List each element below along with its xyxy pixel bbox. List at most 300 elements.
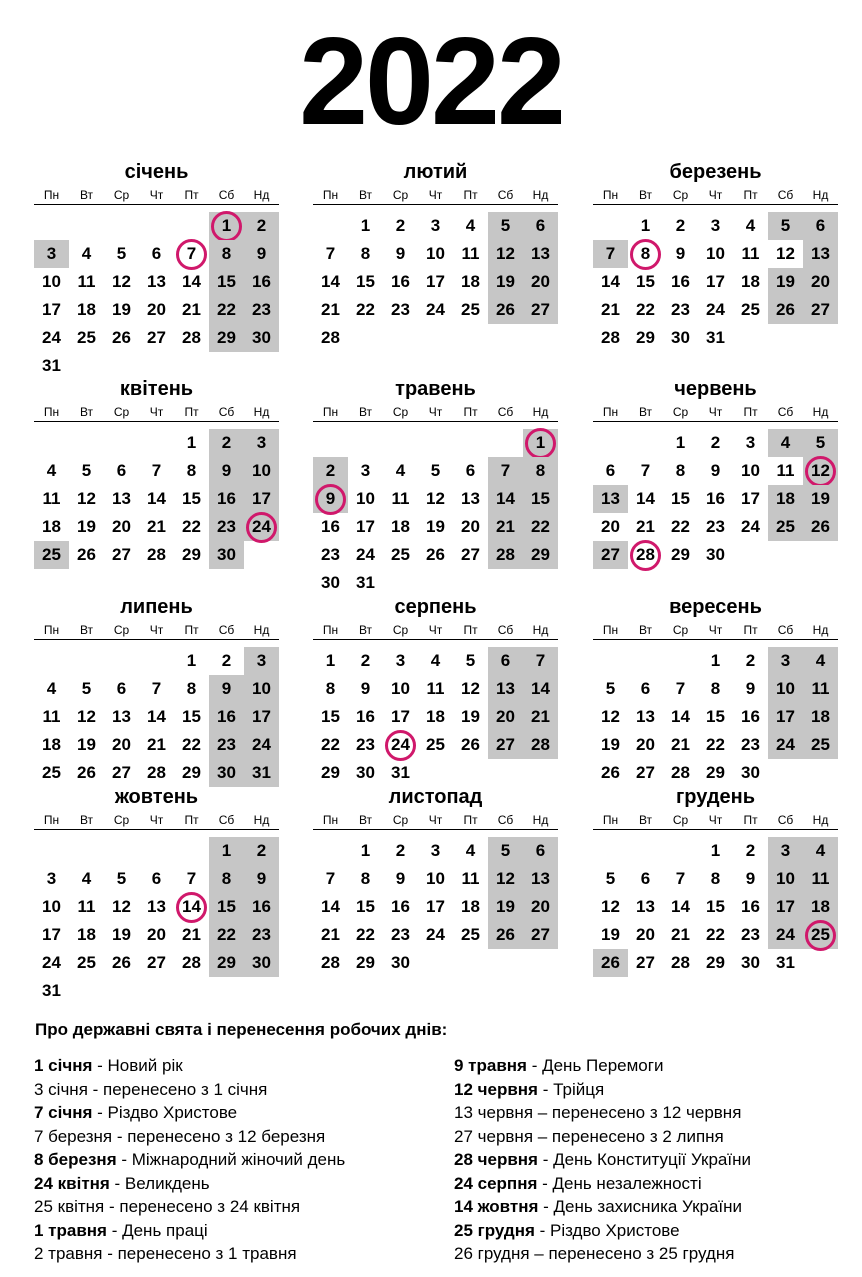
day-number: 15 <box>636 272 655 291</box>
day-cell <box>733 647 768 675</box>
day-number: 31 <box>42 356 61 375</box>
day-number: 14 <box>601 272 620 291</box>
day-number: 11 <box>426 679 445 698</box>
day-cell <box>174 949 209 977</box>
day-cell <box>209 485 244 513</box>
day-cell <box>244 731 279 759</box>
day-number: 7 <box>151 679 162 698</box>
day-number: 16 <box>252 272 271 291</box>
day-number: 7 <box>325 244 336 263</box>
day-cell <box>453 647 488 675</box>
day-cell <box>139 485 174 513</box>
day-cell <box>313 893 348 921</box>
day-number: 10 <box>741 461 760 480</box>
month-divider <box>34 829 279 830</box>
day-cell <box>418 731 453 759</box>
day-number: 27 <box>531 300 550 319</box>
day-cell <box>209 703 244 731</box>
day-number: 27 <box>601 545 620 564</box>
day-number: 2 <box>395 216 406 235</box>
day-cell <box>488 921 523 949</box>
day-cell <box>209 429 244 457</box>
day-cell <box>313 268 348 296</box>
day-cell <box>733 296 768 324</box>
day-number: 22 <box>217 300 236 319</box>
day-cell <box>383 296 418 324</box>
day-number: 30 <box>252 953 271 972</box>
year-title: 2022 <box>299 13 563 151</box>
day-cell <box>698 324 733 352</box>
day-number: 17 <box>776 707 795 726</box>
day-cell <box>383 485 418 513</box>
day-cell <box>313 865 348 893</box>
day-number: 4 <box>81 244 92 263</box>
day-number: 18 <box>776 489 795 508</box>
day-cell <box>523 429 558 457</box>
weekday-label: Нд <box>532 188 549 202</box>
day-cell <box>803 731 838 759</box>
weekday-label: Сб <box>497 405 514 419</box>
day-number: 3 <box>430 841 441 860</box>
day-cell <box>34 485 69 513</box>
day-number: 21 <box>182 300 201 319</box>
day-cell <box>139 731 174 759</box>
day-number: 21 <box>496 517 515 536</box>
weekday-label: Нд <box>253 623 270 637</box>
day-number: 4 <box>815 841 826 860</box>
day-number: 13 <box>811 244 830 263</box>
weekday-label: Ср <box>392 188 409 202</box>
day-number: 15 <box>356 272 375 291</box>
day-number: 24 <box>42 953 61 972</box>
day-cell <box>768 675 803 703</box>
weekday-label: Нд <box>812 188 829 202</box>
day-cell <box>104 324 139 352</box>
day-number: 29 <box>636 328 655 347</box>
day-cell <box>803 485 838 513</box>
day-number: 10 <box>391 679 410 698</box>
day-cell <box>174 268 209 296</box>
note-text: 26 грудня – перенесено з 25 грудня <box>454 1244 735 1263</box>
day-cell <box>348 759 383 787</box>
day-number: 27 <box>112 545 131 564</box>
day-number: 11 <box>42 707 61 726</box>
weekday-label: Пт <box>743 405 758 419</box>
day-number: 26 <box>496 300 515 319</box>
holiday-ring <box>246 512 277 543</box>
day-cell <box>803 837 838 865</box>
note-line <box>454 1125 751 1149</box>
day-number: 16 <box>321 517 340 536</box>
day-cell <box>34 513 69 541</box>
day-cell <box>453 457 488 485</box>
day-cell <box>348 647 383 675</box>
day-number: 3 <box>46 244 57 263</box>
day-cell <box>523 485 558 513</box>
day-cell <box>244 212 279 240</box>
day-cell <box>174 485 209 513</box>
day-number: 1 <box>710 651 721 670</box>
day-number: 5 <box>116 869 127 888</box>
day-cell <box>174 731 209 759</box>
day-number: 16 <box>706 489 725 508</box>
day-number: 29 <box>217 328 236 347</box>
day-number: 26 <box>461 735 480 754</box>
day-cell <box>768 268 803 296</box>
note-line <box>454 1219 751 1243</box>
day-cell <box>803 296 838 324</box>
day-number: 26 <box>426 545 445 564</box>
day-number: 6 <box>500 651 511 670</box>
day-cell <box>174 324 209 352</box>
day-number: 21 <box>531 707 550 726</box>
day-cell <box>174 675 209 703</box>
day-number: 9 <box>360 679 371 698</box>
day-number: 28 <box>531 735 550 754</box>
weekday-label: Нд <box>532 623 549 637</box>
day-cell <box>453 837 488 865</box>
day-cell <box>523 865 558 893</box>
weekday-label: Пт <box>463 813 478 827</box>
day-cell <box>244 324 279 352</box>
weekday-label: Сб <box>218 623 235 637</box>
day-number: 3 <box>395 651 406 670</box>
day-cell <box>663 949 698 977</box>
day-number: 2 <box>256 216 267 235</box>
day-number: 21 <box>147 735 166 754</box>
weekday-label: Сб <box>777 188 794 202</box>
note-date: 1 травня <box>34 1220 107 1240</box>
day-cell <box>244 837 279 865</box>
day-cell <box>69 541 104 569</box>
day-cell <box>523 457 558 485</box>
note-line <box>34 1101 345 1125</box>
day-number: 15 <box>706 707 725 726</box>
weekday-label: Пн <box>602 623 619 637</box>
day-number: 6 <box>465 461 476 480</box>
day-number: 30 <box>741 763 760 782</box>
day-cell <box>488 513 523 541</box>
day-number: 16 <box>356 707 375 726</box>
note-date: 1 січня <box>34 1056 93 1075</box>
day-number: 26 <box>496 925 515 944</box>
day-number: 14 <box>671 897 690 916</box>
day-cell <box>313 485 348 513</box>
month-name: грудень <box>675 786 756 808</box>
day-number: 31 <box>42 981 61 1000</box>
day-cell <box>244 647 279 675</box>
day-number: 19 <box>776 272 795 291</box>
day-number: 13 <box>601 489 620 508</box>
holiday-ring <box>525 428 556 459</box>
note-line <box>34 1054 345 1078</box>
note-text: 25 квітня - перенесено з 24 квітня <box>34 1197 301 1216</box>
month-divider <box>34 204 279 205</box>
day-number: 25 <box>811 925 830 944</box>
day-cell <box>453 485 488 513</box>
day-number: 18 <box>811 707 830 726</box>
weekday-label: Нд <box>812 405 829 419</box>
day-cell <box>418 675 453 703</box>
day-number: 6 <box>640 869 651 888</box>
day-number: 31 <box>391 763 410 782</box>
day-number: 8 <box>360 869 371 888</box>
month-divider <box>313 639 558 640</box>
day-number: 14 <box>496 489 515 508</box>
day-number: 28 <box>147 763 166 782</box>
day-number: 27 <box>811 300 830 319</box>
day-cell <box>313 296 348 324</box>
note-line <box>454 1101 751 1125</box>
day-cell <box>488 865 523 893</box>
day-cell <box>768 703 803 731</box>
day-cell <box>418 240 453 268</box>
day-cell <box>768 240 803 268</box>
day-number: 24 <box>706 300 725 319</box>
day-number: 20 <box>496 707 515 726</box>
month-name: серпень <box>394 596 477 618</box>
day-cell <box>628 731 663 759</box>
day-cell <box>69 921 104 949</box>
day-cell <box>418 921 453 949</box>
day-cell <box>593 703 628 731</box>
day-number: 24 <box>252 735 271 754</box>
note-text: 2 травня - перенесено з 1 травня <box>34 1244 297 1263</box>
day-cell <box>418 513 453 541</box>
day-cell <box>244 949 279 977</box>
day-number: 30 <box>391 953 410 972</box>
day-number: 21 <box>601 300 620 319</box>
weekday-label: Сб <box>497 813 514 827</box>
day-cell <box>698 865 733 893</box>
day-number: 9 <box>710 461 721 480</box>
day-cell <box>453 268 488 296</box>
note-text: - Трійця <box>537 1079 605 1099</box>
day-number: 8 <box>325 679 336 698</box>
day-cell <box>174 921 209 949</box>
day-cell <box>244 513 279 541</box>
holiday-ring <box>630 239 661 270</box>
weekday-label: Вт <box>358 813 373 827</box>
day-cell <box>313 569 348 597</box>
day-cell <box>768 457 803 485</box>
day-cell <box>663 457 698 485</box>
day-number: 15 <box>356 897 375 916</box>
day-cell <box>768 921 803 949</box>
day-cell <box>383 675 418 703</box>
note-line <box>454 1195 751 1219</box>
month-divider <box>593 421 838 422</box>
day-cell <box>139 759 174 787</box>
day-cell <box>348 569 383 597</box>
day-number: 25 <box>391 545 410 564</box>
weekday-label: Сб <box>218 188 235 202</box>
day-cell <box>488 240 523 268</box>
day-number: 5 <box>116 244 127 263</box>
weekday-label: Чт <box>149 813 164 827</box>
day-number: 19 <box>112 925 131 944</box>
day-cell <box>34 977 69 1005</box>
weekday-label: Пн <box>43 813 60 827</box>
day-cell <box>209 647 244 675</box>
day-number: 5 <box>465 651 476 670</box>
weekday-label: Вт <box>638 813 653 827</box>
day-number: 13 <box>531 869 550 888</box>
day-number: 22 <box>182 517 201 536</box>
day-number: 26 <box>77 545 96 564</box>
note-text: - День Конституції України <box>537 1150 751 1169</box>
day-cell <box>663 893 698 921</box>
day-cell <box>383 457 418 485</box>
day-cell <box>209 759 244 787</box>
day-number: 2 <box>395 841 406 860</box>
day-number: 3 <box>710 216 721 235</box>
day-cell <box>348 949 383 977</box>
day-number: 13 <box>147 272 166 291</box>
day-cell <box>418 837 453 865</box>
day-cell <box>733 921 768 949</box>
day-number: 30 <box>741 953 760 972</box>
day-number: 15 <box>706 897 725 916</box>
day-cell <box>628 240 663 268</box>
day-number: 18 <box>42 517 61 536</box>
day-cell <box>768 513 803 541</box>
weekday-label: Нд <box>812 813 829 827</box>
day-cell <box>69 759 104 787</box>
day-cell <box>418 457 453 485</box>
day-cell <box>698 212 733 240</box>
day-number: 15 <box>182 707 201 726</box>
day-cell <box>209 212 244 240</box>
day-cell <box>663 240 698 268</box>
day-number: 20 <box>147 300 166 319</box>
day-number: 15 <box>531 489 550 508</box>
day-cell <box>244 921 279 949</box>
day-number: 10 <box>776 679 795 698</box>
day-cell <box>174 541 209 569</box>
day-number: 19 <box>601 735 620 754</box>
day-cell <box>34 893 69 921</box>
day-cell <box>348 513 383 541</box>
weekday-label: Чт <box>708 188 723 202</box>
day-cell <box>593 296 628 324</box>
day-cell <box>174 865 209 893</box>
day-number: 8 <box>675 461 686 480</box>
day-cell <box>733 949 768 977</box>
day-cell <box>628 893 663 921</box>
day-cell <box>488 296 523 324</box>
day-cell <box>628 675 663 703</box>
day-number: 29 <box>706 763 725 782</box>
day-cell <box>593 949 628 977</box>
day-cell <box>383 240 418 268</box>
holiday-ring <box>211 211 242 242</box>
day-number: 14 <box>636 489 655 508</box>
day-cell <box>663 212 698 240</box>
day-number: 10 <box>426 869 445 888</box>
day-cell <box>69 485 104 513</box>
weekday-label: Вт <box>79 813 94 827</box>
weekday-label: Вт <box>358 405 373 419</box>
day-cell <box>593 268 628 296</box>
day-number: 3 <box>256 651 267 670</box>
day-number: 30 <box>217 763 236 782</box>
day-number: 28 <box>182 953 201 972</box>
day-cell <box>139 296 174 324</box>
day-number: 20 <box>147 925 166 944</box>
month-divider <box>593 829 838 830</box>
day-number: 1 <box>186 651 197 670</box>
day-number: 19 <box>496 897 515 916</box>
day-cell <box>348 457 383 485</box>
day-number: 10 <box>706 244 725 263</box>
note-line <box>454 1172 751 1196</box>
day-number: 2 <box>256 841 267 860</box>
day-cell <box>663 513 698 541</box>
note-line <box>454 1054 751 1078</box>
weekday-label: Пн <box>322 188 339 202</box>
day-number: 14 <box>147 707 166 726</box>
day-cell <box>104 865 139 893</box>
day-number: 2 <box>675 216 686 235</box>
day-cell <box>69 949 104 977</box>
day-number: 7 <box>675 869 686 888</box>
day-number: 4 <box>780 433 791 452</box>
day-number: 19 <box>461 707 480 726</box>
day-cell <box>34 759 69 787</box>
weekday-label: Нд <box>532 813 549 827</box>
month-divider <box>593 639 838 640</box>
day-cell <box>174 703 209 731</box>
day-cell <box>69 457 104 485</box>
day-number: 25 <box>811 735 830 754</box>
day-number: 11 <box>77 272 96 291</box>
day-number: 16 <box>671 272 690 291</box>
day-cell <box>628 485 663 513</box>
day-number: 2 <box>221 651 232 670</box>
day-cell <box>418 893 453 921</box>
day-number: 24 <box>741 517 760 536</box>
day-cell <box>69 865 104 893</box>
day-cell <box>418 703 453 731</box>
day-cell <box>209 296 244 324</box>
day-number: 29 <box>356 953 375 972</box>
holiday-ring <box>805 456 836 487</box>
day-cell <box>733 675 768 703</box>
day-cell <box>733 893 768 921</box>
weekday-label: Чт <box>708 813 723 827</box>
day-number: 6 <box>151 869 162 888</box>
day-number: 24 <box>426 300 445 319</box>
day-cell <box>34 949 69 977</box>
weekday-label: Вт <box>638 623 653 637</box>
day-number: 5 <box>500 216 511 235</box>
day-cell <box>139 457 174 485</box>
day-number: 25 <box>77 953 96 972</box>
day-number: 17 <box>426 897 445 916</box>
day-cell <box>488 457 523 485</box>
day-cell <box>523 240 558 268</box>
note-line <box>34 1148 345 1172</box>
day-cell <box>383 837 418 865</box>
day-number: 10 <box>356 489 375 508</box>
day-number: 6 <box>605 461 616 480</box>
day-cell <box>209 893 244 921</box>
day-number: 24 <box>252 517 271 536</box>
day-number: 27 <box>636 763 655 782</box>
day-cell <box>104 457 139 485</box>
day-cell <box>174 513 209 541</box>
